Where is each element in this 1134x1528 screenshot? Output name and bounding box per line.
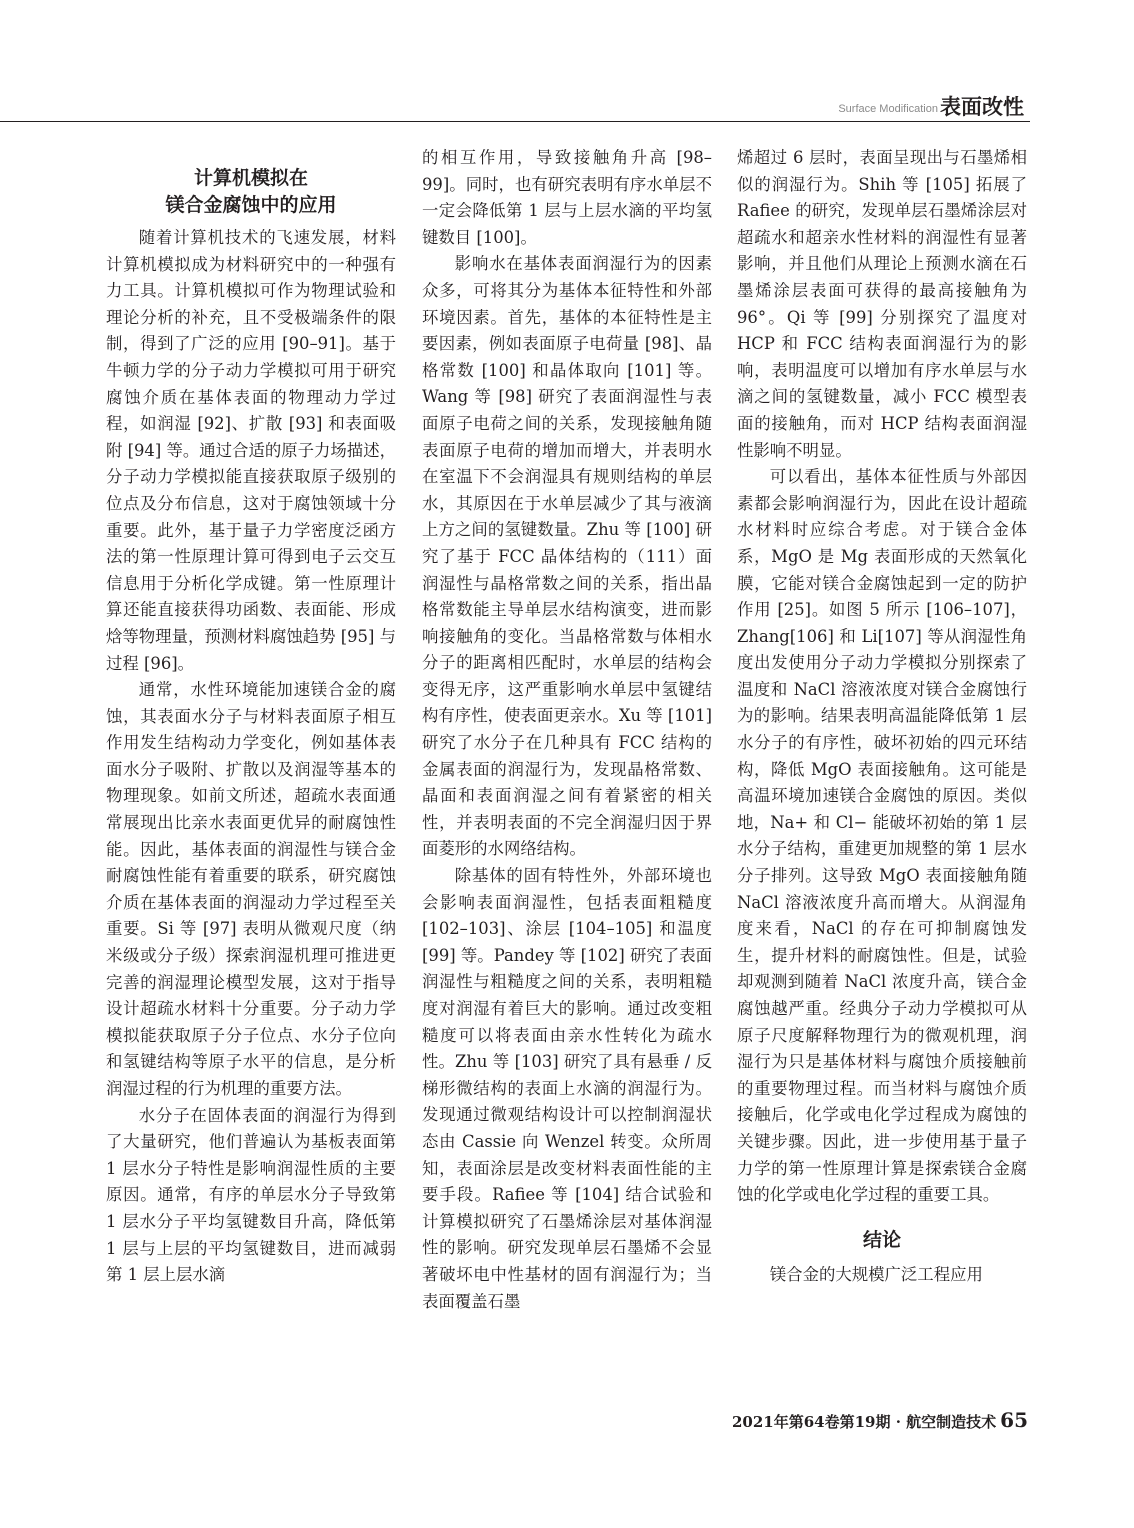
section-title [106,165,396,219]
paragraph: 镁合金的大规模广泛工程应用 [769,1264,983,1284]
paragraph-continued: 的相互作用，导致接触角升高 [98–99]。同时，也有研究表明有序水单层不一定会降低第 1 层与上层水滴的平均氢键数目 [100]。 [422,148,712,247]
running-header-english: Surface Modification [838,103,938,115]
header-rule [0,121,1030,122]
paragraph: 可以看出，基体本征性质与外部因素都会影响润湿行为，因此在设计超疏水材料时应综合考虑。对于镁合金体系，MgO 是 Mg 表面形成的天然氧化膜，它能对镁合金腐蚀起到一定的防护作用 [25]。如图 5 所示 [106–107]，Zhang[106] 和 Li[107] 等从润湿性角度出发使用分子动力学模拟分别探索了温度和 NaCl 溶液浓度对镁合金腐蚀行为的影响。结果表明高温能降低第 1 层水分子的有序性，破坏初始的四元环结构，降低 MgO 表面接触角。这可能是高温环境加速镁合金腐蚀的原因。类似地，Na+ 和 Cl− 能破坏初始的第 1 层水分子结构，重建更加规整的第 1 层水分子排列。这导致 MgO 表面接触角随 NaCl 溶液浓度升高而增大。从润湿角度来看，NaCl 的存在可抑制腐蚀发生，提升材料的耐腐蚀性。但是，试验却观测到随着 NaCl 浓度升高，镁合金腐蚀越严重。经典分子动力学模拟可从原子尺度解释物理行为的微观机理，润湿行为只是基体材料与腐蚀介质接触前的重要物理过程。而当材料与腐蚀介质接触后，化学或电化学过程成为腐蚀的关键步骤。因此，进一步使用基于量子力学的第一性原理计算是探索镁合金腐蚀的化学或电化学过程的重要工具。 [737,467,1027,1205]
column-1 [106,145,396,1289]
paragraph-continued: 烯超过 6 层时，表面呈现出与石墨烯相似的润湿行为。Shih 等 [105] 拓展了 Rafiee 的研究，发现单层石墨烯涂层对超疏水和超亲水性材料的润湿性有显著影响，并且他们从理论上预测水滴在石墨烯涂层表面可获得的最高接触角为 96°。Qi 等 [99] 分别探究了温度对 HCP 和 FCC 结构表面润湿行为的影响，表明温度可以增加有序水单层与水滴之间的氢键数量，减小 FCC 模型表面的接触角，而对 HCP 结构表面润湿性影响不明显。 [737,148,1027,460]
column-2 [422,145,712,1315]
section-title-line-2: 镁合金腐蚀中的应用 [165,194,337,216]
paragraph: 除基体的固有特性外，外部环境也会影响表面润湿性，包括表面粗糙度 [102–103]、涂层 [104–105] 和温度 [99] 等。Pandey 等 [102] 研究了表面润湿性与粗糙度之间的关系，表明粗糙度对润湿有着巨大的影响。通过改变粗糙度可以将表面由亲水性转化为疏水性。Zhu 等 [103] 研究了具有悬垂 / 反梯形微结构的表面上水滴的润湿行为。发现通过微观结构设计可以控制润湿状态由 Cassie 向 Wenzel 转变。众所周知，表面涂层是改变材料表面性能的主要手段。Rafiee 等 [104] 结合试验和计算模拟研究了石墨烯涂层对基体润湿性的影响。研究发现单层石墨烯不会显著破坏电中性基材的固有润湿行为；当表面覆盖石墨 [422,866,712,1311]
paragraph: 通常，水性环境能加速镁合金的腐蚀，其表面水分子与材料表面原子相互作用发生结构动力学变化，例如基体表面水分子吸附、扩散以及润湿等基本的物理现象。如前文所述，超疏水表面通常展现出比亲水表面更优异的耐腐蚀性能。因此，基体表面的润湿性与镁合金耐腐蚀性能有着重要的联系，研究腐蚀介质在基体表面的润湿动力学过程至关重要。Si 等 [97] 表明从微观尺度（纳米级或分子级）探索润湿机理可推进更完善的润湿理论模型发展，这对于指导设计超疏水材料十分重要。分子动力学模拟能获取原子分子位点、水分子位向和氢键结构等原子水平的信息，是分析润湿过程的行为机理的重要方法。 [106,680,396,1098]
paragraph: 水分子在固体表面的润湿行为得到了大量研究，他们普遍认为基板表面第 1 层水分子特性是影响润湿性质的主要原因。通常，有序的单层水分子导致第 1 层水分子平均氢键数目升高，降低第 1 层与上层的平均氢键数目，进而减弱第 1 层上层水滴 [106,1105,396,1285]
column-3 [737,145,1027,1288]
paragraph: 影响水在基体表面润湿行为的因素众多，可将其分为基体本征特性和外部环境因素。首先，基体的本征特性是主要因素，例如表面原子电荷量 [98]、晶格常数 [100] 和晶体取向 [101] 等。Wang 等 [98] 研究了表面润湿性与表面原子电荷之间的关系，发现接触角随表面原子电荷的增加而增大，并表明水在室温下不会润湿具有规则结构的单层水，其原因在于水单层减少了其与液滴上方之间的氢键数量。Zhu 等 [100] 研究了基于 FCC 晶体结构的（111）面润湿性与晶格常数之间的关系，指出晶格常数能主导单层水结构演变，进而影响接触角的变化。当晶格常数与体相水分子的距离相匹配时，水单层的结构会变得无序，这严重影响水单层中氢键结构有序性，使表面更亲水。Xu 等 [101] 研究了水分子在几种具有 FCC 结构的金属表面的润湿行为，发现晶格常数、晶面和表面润湿之间有着紧密的相关性，并表明表面的不完全润湿归因于界面菱形的水网络结构。 [422,254,712,859]
paragraph: 随着计算机技术的飞速发展，材料计算机模拟成为材料研究中的一种强有力工具。计算机模拟可作为物理试验和理论分析的补充，且不受极端条件的限制，得到了广泛的应用 [90–91]。基于牛顿力学的分子动力学模拟可用于研究腐蚀介质在基体表面的物理动力学过程，如润湿 [92]、扩散 [93] 和表面吸附 [94] 等。通过合适的原子力场描述，分子动力学模拟能直接获取原子级别的位点及分布信息，这对于腐蚀领域十分重要。此外，基于量子力学密度泛函方法的第一性原理计算可得到电子云交互信息用于分析化学成键。第一性原理计算还能直接获得功函数、表面能、形成焓等物理量，预测材料腐蚀趋势 [95] 与过程 [96]。 [106,228,396,673]
section-title-line-1: 计算机模拟在 [193,167,308,189]
page-footer [732,1408,1028,1432]
conclusion-title: 结论 [862,1228,901,1251]
running-header-section: 表面改性 [940,95,1024,119]
page-number: 65 [1000,1408,1028,1432]
journal-citation: 2021年第64卷第19期 · 航空制造技术 [731,1413,997,1431]
